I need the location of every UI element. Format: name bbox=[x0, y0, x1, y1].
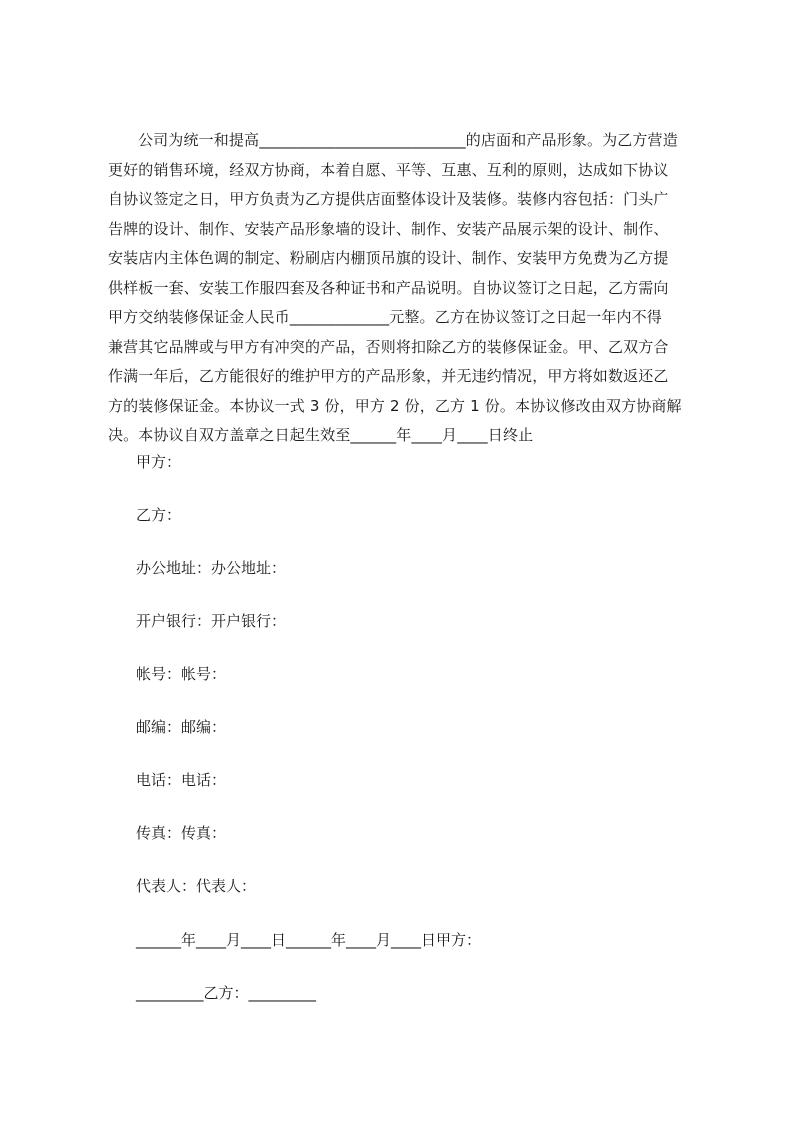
phone-label: 电话：电话： bbox=[136, 771, 227, 789]
paragraph-line: 方的装修保证金。本协议一式 3 份，甲方 2 份，乙方 1 份。本协议修改由双方协商解 bbox=[108, 396, 682, 415]
bank-label: 开户银行：开户银行： bbox=[136, 612, 287, 630]
paragraph-line: 兼营其它品牌或与甲方有冲突的产品，否则将扣除乙方的装修保证金。甲、乙双方合 bbox=[108, 337, 669, 356]
paragraph-line: 告牌的设计、制作、安装产品形象墙的设计、制作、安装产品展示架的设计、制作、 bbox=[108, 219, 669, 238]
paragraph-line: 安装店内主体色调的制定、粉刷店内棚顶吊旗的设计、制作、安装甲方免费为乙方提 bbox=[108, 249, 669, 267]
representative-label: 代表人：代表人： bbox=[136, 877, 257, 895]
paragraph-line: 公司为统一和提高___________________________的店面和产品形象。为乙方营造 bbox=[138, 131, 678, 149]
paragraph-line: 供样板一套、安装工作服四套及各种证书和产品说明。自协议签订之日起，乙方需向 bbox=[108, 278, 669, 297]
paragraph-line: 更好的销售环境，经双方协商，本着自愿、平等、互惠、互利的原则，达成如下协议 bbox=[108, 160, 669, 179]
office-address-label: 办公地址：办公地址： bbox=[136, 559, 287, 577]
party-a-label: 甲方： bbox=[136, 453, 182, 471]
paragraph-line: 甲方交纳装修保证金人民币_____________元整。乙方在协议签订之日起一年内不得 bbox=[108, 308, 662, 326]
fax-label: 传真：传真： bbox=[136, 824, 227, 842]
paragraph-line: 作满一年后，乙方能很好的维护甲方的产品形象，并无违约情况，甲方将如数返还乙 bbox=[108, 367, 669, 385]
paragraph-line: 决。本协议自双方盖章之日起生效至______年____月____日终止 bbox=[108, 426, 534, 444]
paragraph-line: 自协议签定之日，甲方负责为乙方提供店面整体设计及装修。装修内容包括：门头广 bbox=[108, 190, 669, 208]
agreement-paragraph bbox=[108, 126, 720, 451]
account-label: 帐号：帐号： bbox=[136, 665, 227, 683]
date-line: ______年____月____日______年____月____日甲方： bbox=[136, 931, 482, 949]
party-b-label: 乙方： bbox=[136, 506, 182, 524]
signature-line: _________乙方：_________ bbox=[136, 984, 317, 1002]
postcode-label: 邮编：邮编： bbox=[136, 718, 227, 736]
